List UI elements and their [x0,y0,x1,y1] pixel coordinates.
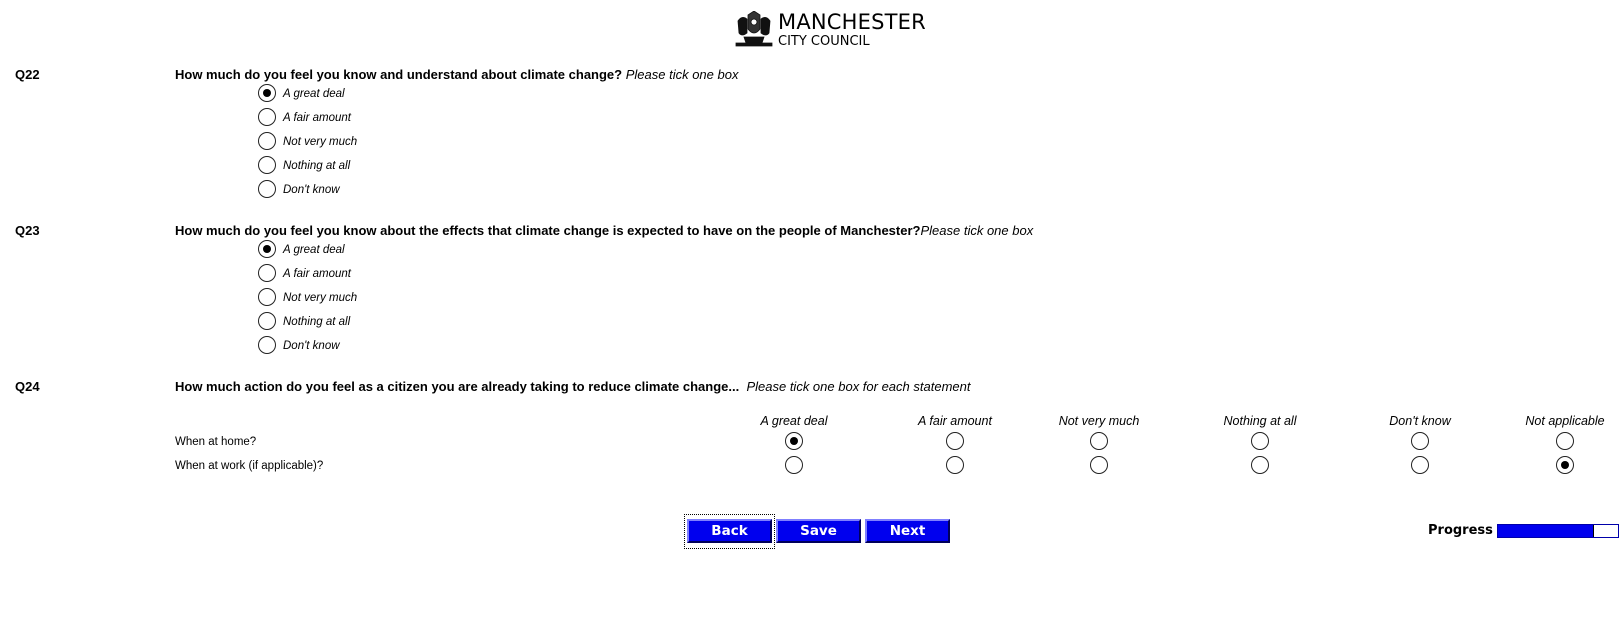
council-logo [734,10,926,50]
question-title: How much do you feel you know and understand about climate change? [175,67,623,82]
radio-not-very-much[interactable] [258,132,276,150]
matrix-radio[interactable] [1411,432,1429,450]
progress-bar [1497,524,1619,538]
radio-nothing-at-all[interactable] [258,312,276,330]
matrix-radio[interactable] [1251,456,1269,474]
matrix-radio[interactable] [1411,456,1429,474]
option-label: Don't know [283,184,340,196]
column-header: A fair amount [918,414,992,428]
question-text [175,223,1033,238]
matrix-radio[interactable] [785,432,803,450]
matrix-radio[interactable] [1090,456,1108,474]
column-header: Not applicable [1525,414,1605,428]
option-label: A fair amount [283,268,351,280]
column-header: Not very much [1058,414,1140,428]
question-text [175,379,970,394]
column-header: A great deal [760,414,828,428]
radio-not-very-much[interactable] [258,288,276,306]
matrix-radio[interactable] [946,432,964,450]
radio-a-great-deal[interactable] [258,240,276,258]
radio-nothing-at-all[interactable] [258,156,276,174]
option-label: A great deal [283,88,345,100]
option-label: Not very much [283,292,358,304]
matrix-radio[interactable] [1251,432,1269,450]
save-button[interactable]: Save [776,519,861,543]
question-hint: Please tick one box [920,223,1034,238]
column-header: Don't know [1389,414,1451,428]
option-label: A fair amount [283,112,351,124]
radio-a-fair-amount[interactable] [258,108,276,126]
matrix-radio[interactable] [1556,432,1574,450]
matrix-radio[interactable] [1556,456,1574,474]
radio-don-t-know[interactable] [258,180,276,198]
row-label: When at work (if applicable)? [175,460,324,472]
matrix-radio[interactable] [946,456,964,474]
question-number: Q23 [15,223,40,238]
matrix-radio[interactable] [785,456,803,474]
question-number: Q22 [15,67,40,82]
option-label: Not very much [283,136,358,148]
progress-label: Progress [1428,523,1493,538]
option-label: Nothing at all [283,160,351,172]
question-text [175,67,738,82]
question-title: How much do you feel you know about the effects that climate change is expected to have on the people of Manchester? [175,223,921,238]
radio-a-great-deal[interactable] [258,84,276,102]
column-header: Nothing at all [1223,414,1297,428]
matrix-radio[interactable] [1090,432,1108,450]
progress-fill [1498,525,1594,537]
option-label: Don't know [283,340,340,352]
radio-don-t-know[interactable] [258,336,276,354]
question-hint: Please tick one box for each statement [746,379,971,394]
row-label: When at home? [175,436,257,448]
next-button[interactable]: Next [865,519,950,543]
option-label: Nothing at all [283,316,351,328]
logo-title: MANCHESTER [778,10,926,34]
question-hint: Please tick one box [625,67,739,82]
radio-a-fair-amount[interactable] [258,264,276,282]
question-title: How much action do you feel as a citizen you are already taking to reduce climate change... [175,379,740,394]
option-label: A great deal [283,244,345,256]
logo-subtitle: CITY COUNCIL [778,34,870,49]
back-button[interactable]: Back [687,519,772,543]
coat-of-arms-icon [734,11,774,47]
question-number: Q24 [15,379,40,394]
